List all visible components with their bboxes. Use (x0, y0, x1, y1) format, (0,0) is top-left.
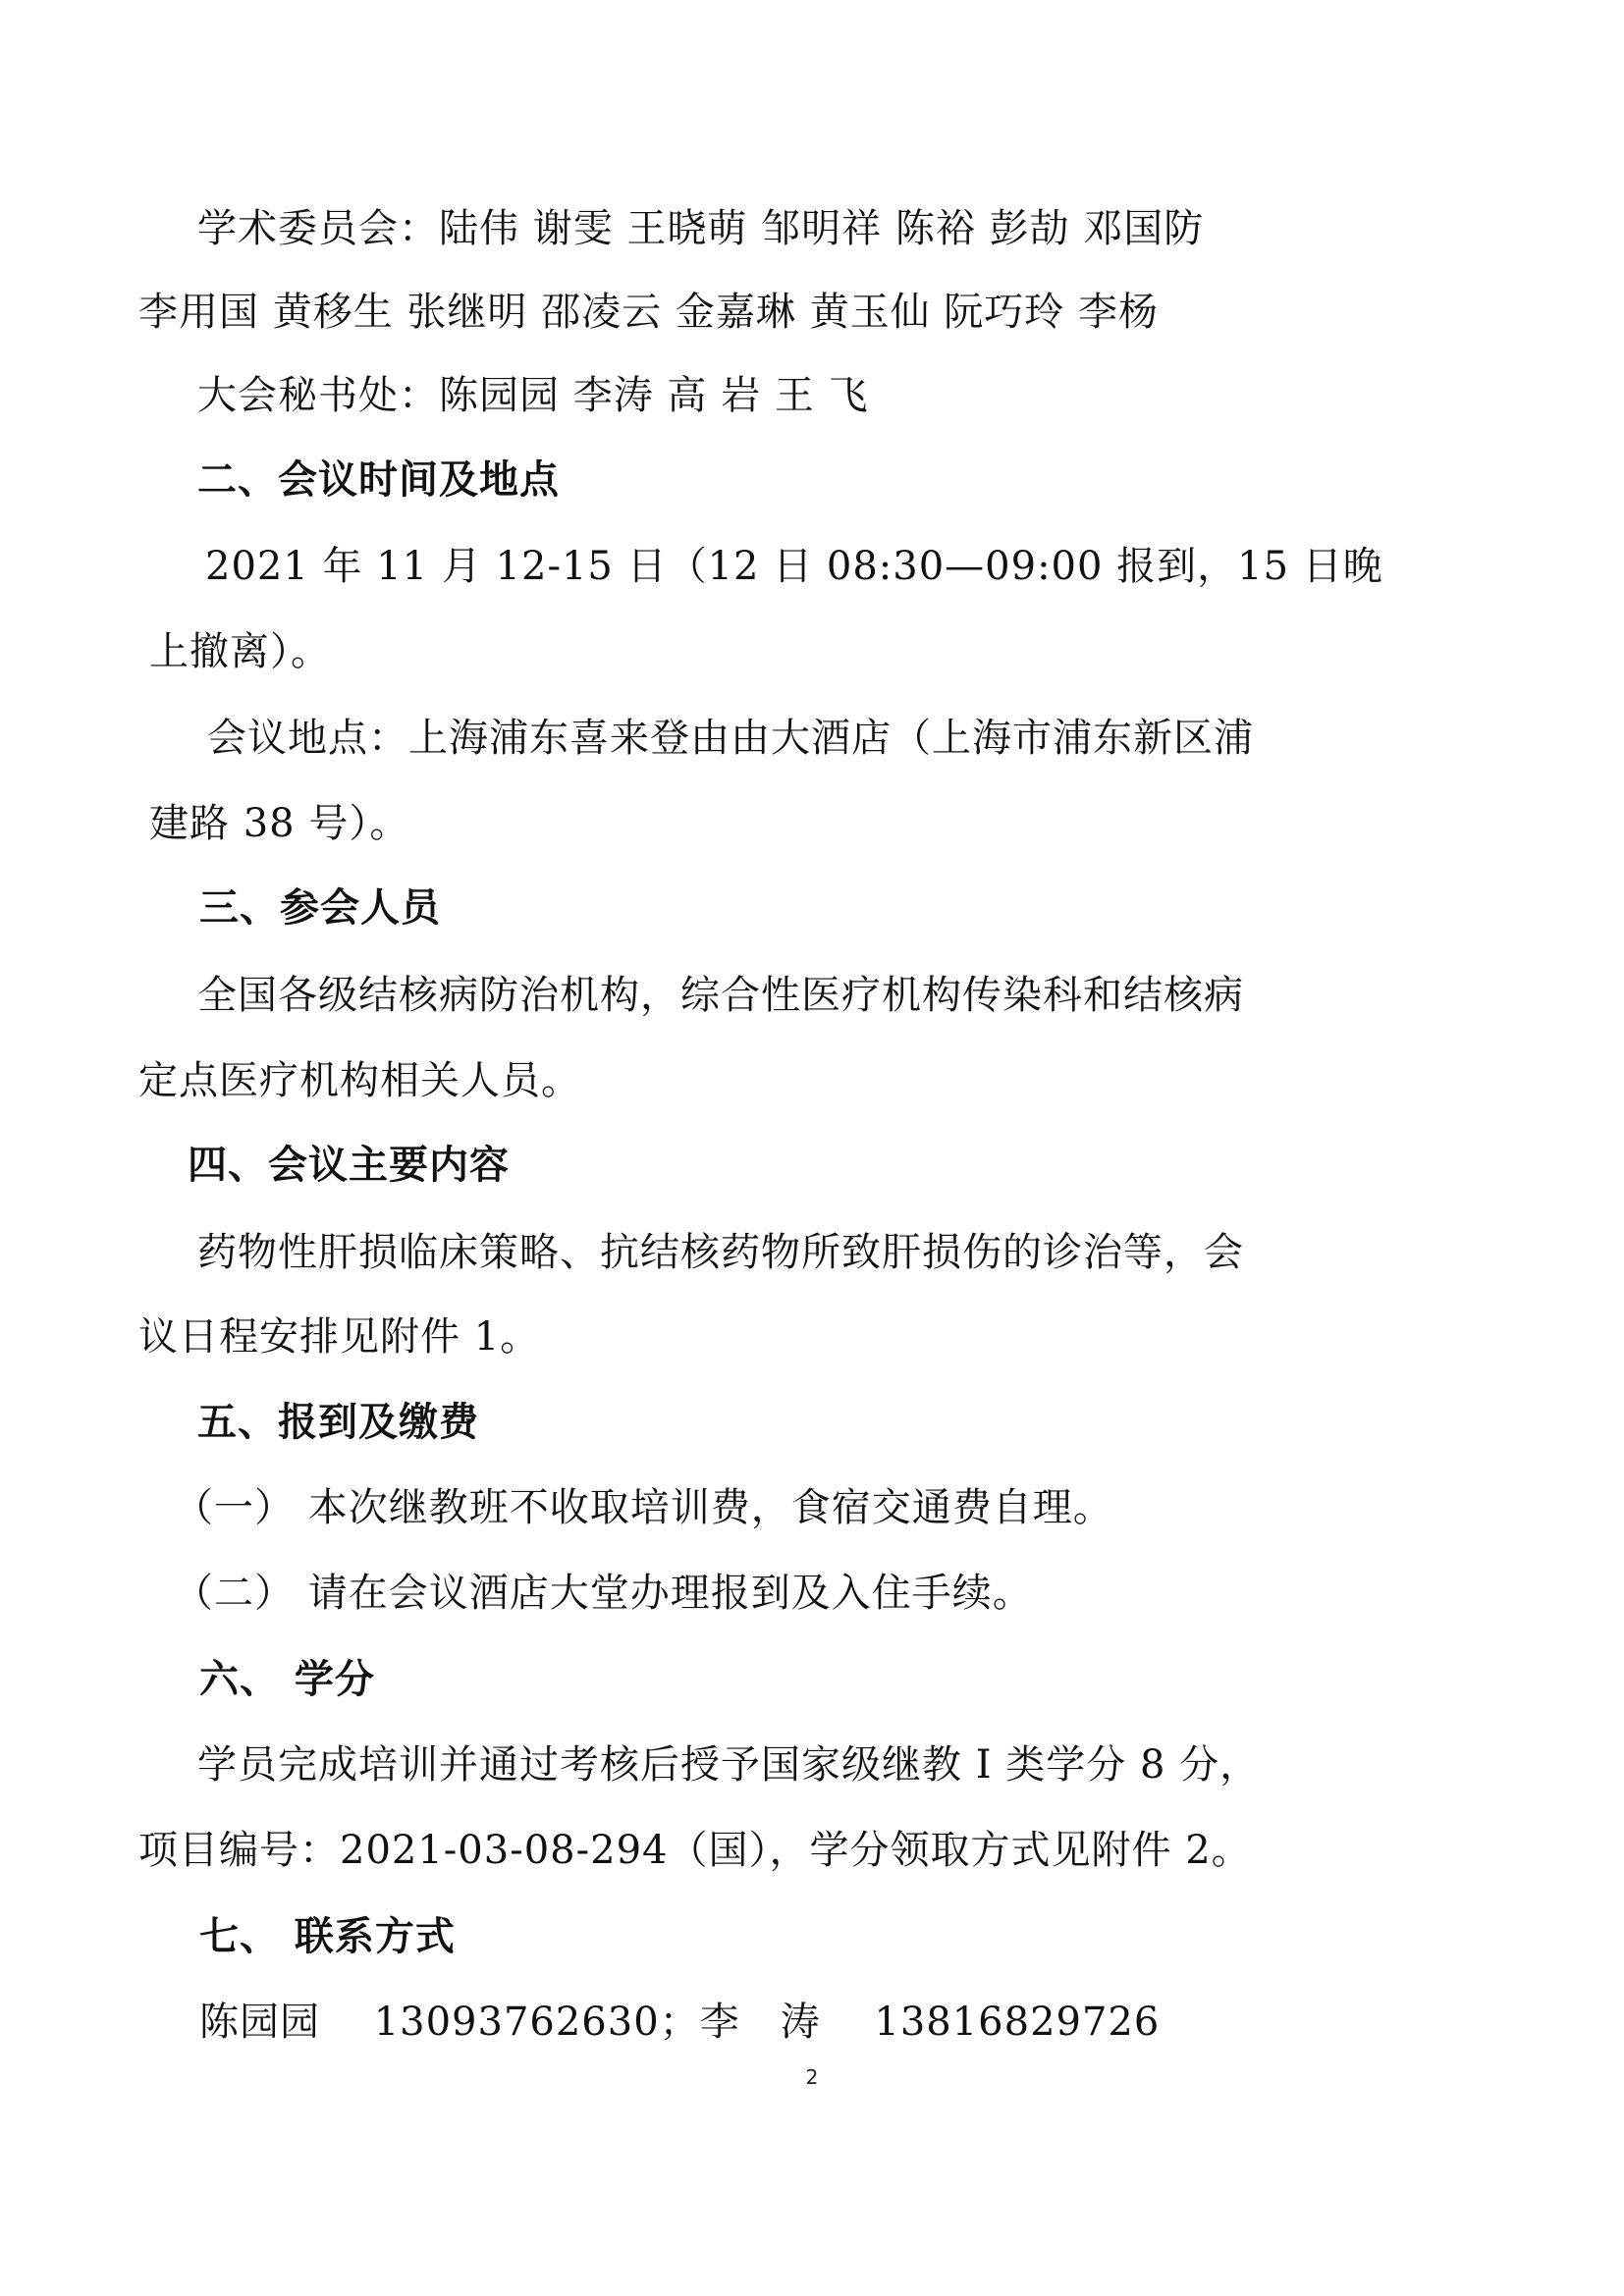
heading-content: 四、会议主要内容 (188, 1143, 510, 1188)
credits-line-1: 学员完成培训并通过考核后授予国家级继教 I 类学分 8 分， (197, 1742, 1261, 1788)
secretariat-line: 大会秘书处：陈园园 李涛 高 岩 王 飞 (197, 373, 869, 418)
credits-line-2: 项目编号：2021-03-08-294（国），学分领取方式见附件 2。 (138, 1828, 1252, 1873)
venue-line-2: 建路 38 号）。 (149, 801, 410, 846)
attendees-line-2: 定点医疗机构相关人员。 (138, 1058, 581, 1103)
content-line-1: 药物性肝损临床策略、抗结核药物所致肝损伤的诊治等，会 (197, 1230, 1244, 1275)
heading-contact: 七、 联系方式 (199, 1914, 456, 1959)
attendees-line-1: 全国各级结核病防治机构，综合性医疗机构传染科和结核病 (197, 973, 1244, 1018)
heading-time-place: 二、会议时间及地点 (197, 457, 560, 503)
academic-committee-line-1: 学术委员会：陆伟 谢雯 王晓萌 邹明祥 陈裕 彭劼 邓国防 (197, 206, 1205, 251)
heading-credits: 六、 学分 (199, 1657, 375, 1702)
fee-item-2: （二） 请在会议酒店大堂办理报到及入住手续。 (174, 1571, 1033, 1616)
venue-line-1: 会议地点：上海浦东喜来登由由大酒店（上海市浦东新区浦 (207, 716, 1254, 761)
time-line-1: 2021 年 11 月 12-15 日（12 日 08:30—09:00 报到，15 日晚 (205, 544, 1383, 589)
time-line-2: 上撤离）。 (149, 629, 331, 674)
page-number: 2 (805, 2065, 819, 2089)
content-line-2: 议日程安排见附件 1。 (138, 1314, 541, 1360)
heading-registration: 五、报到及缴费 (197, 1400, 479, 1445)
heading-attendees: 三、参会人员 (199, 885, 441, 931)
contacts-line: 陈园园 13093762630；李 涛 13816829726 (199, 2000, 1161, 2045)
academic-committee-line-2: 李用国 黄移生 张继明 邵凌云 金嘉琳 黄玉仙 阮巧玲 李杨 (138, 290, 1160, 335)
fee-item-1: （一） 本次继教班不收取培训费，食宿交通费自理。 (174, 1485, 1113, 1530)
